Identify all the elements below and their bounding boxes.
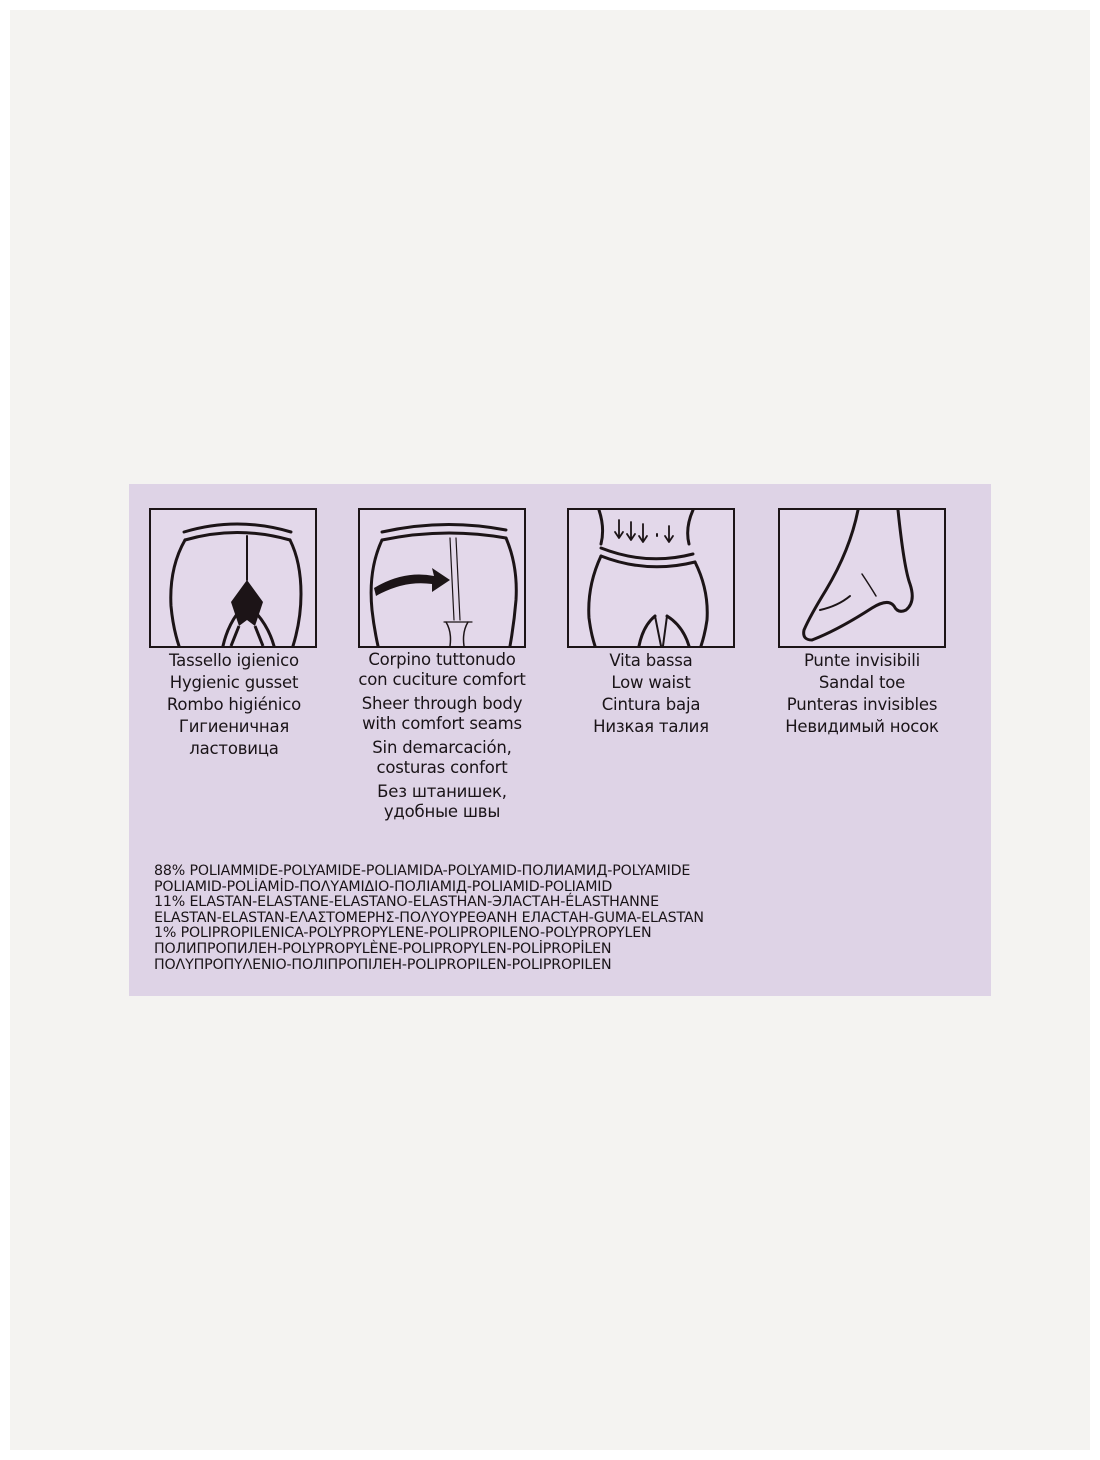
sheer-body-caption	[337, 650, 547, 822]
feature-line: Cintura baja	[601, 695, 701, 714]
hosiery-feature-label	[129, 484, 991, 996]
feature-line: Sheer through body	[361, 694, 523, 713]
sandal-toe-foot-icon-graphic	[780, 510, 944, 646]
hygienic-gusset-caption	[129, 650, 339, 760]
feature-line: Corpino tuttonudo	[368, 650, 516, 669]
feature-line: Rombo higiénico	[166, 695, 302, 714]
product-photo-background	[10, 10, 1090, 1450]
composition-line: 11% ELASTAN-ELASTANE-ELASTANO-ELASTHAN-ЭЛАСТАН-ÉLASTHANNE	[154, 894, 659, 911]
low-waist-caption	[546, 650, 756, 738]
feature-line: Sin demarcación,	[372, 738, 512, 757]
sheer-body-arrow-icon	[358, 508, 526, 648]
feature-line: Sandal toe	[818, 673, 906, 692]
sheer-body-arrow-icon-graphic	[360, 510, 524, 646]
feature-line: Без штанишек,	[377, 782, 507, 801]
sandal-toe-foot-icon	[778, 508, 946, 648]
composition-line: 88% POLIAMMIDE-POLYAMIDE-POLIAMIDA-POLYAMID-ПОЛИАМИД-POLYAMIDE	[154, 863, 691, 879]
fabric-composition	[154, 864, 984, 973]
hygienic-gusset-icon-graphic	[151, 510, 315, 646]
feature-line: Punte invisibili	[803, 651, 921, 670]
composition-line: POLIAMID-POLİAMİD-ΠΟΛΥΑΜΙΔΙΟ-ПОЛІАМІД-POLIAMID-POLIAMID	[154, 878, 613, 895]
composition-line: ПОЛИПРОПИЛЕН-POLYPROPYLÈNE-POLIPROPYLEN-POLİPROPİLEN	[154, 940, 612, 957]
composition-line: 1% POLIPROPILENICA-POLYPROPYLENE-POLIPROPILENO-POLYPROPYLEN	[154, 925, 652, 942]
feature-line: Punteras invisibles	[786, 695, 938, 714]
low-waist-icon-graphic	[569, 510, 733, 646]
feature-line: Гигиеничная	[178, 717, 290, 736]
feature-line: costuras confort	[376, 758, 508, 777]
composition-line: ELASTAN-ELASTAN-ΕΛΑΣΤΟΜΕΡΗΣ-ΠΟΛΥΟΥΡΕΘΑΝΗ ЕЛАСТАН-GUMA-ELASTAN	[154, 909, 704, 926]
composition-line: ΠΟΛΥΠΡΟΠΥΛΕΝΙΟ-ПОЛІПРОПІЛЕН-POLIPROPILEN-POLIPROPILEN	[154, 956, 612, 973]
sandal-toe-caption	[757, 650, 967, 738]
feature-line: Низкая талия	[593, 717, 709, 736]
feature-line: con cuciture comfort	[358, 670, 526, 689]
hygienic-gusset-icon	[149, 508, 317, 648]
low-waist-icon	[567, 508, 735, 648]
feature-line: удобные швы	[383, 802, 501, 821]
feature-line: Невидимый носок	[785, 717, 939, 736]
feature-line: Hygienic gusset	[169, 673, 299, 692]
feature-line: Vita bassa	[609, 651, 693, 670]
feature-line: Tassello igienico	[169, 651, 299, 670]
feature-line: with comfort seams	[362, 714, 522, 733]
feature-line: Low waist	[611, 673, 691, 692]
feature-line: ластовица	[189, 739, 279, 758]
